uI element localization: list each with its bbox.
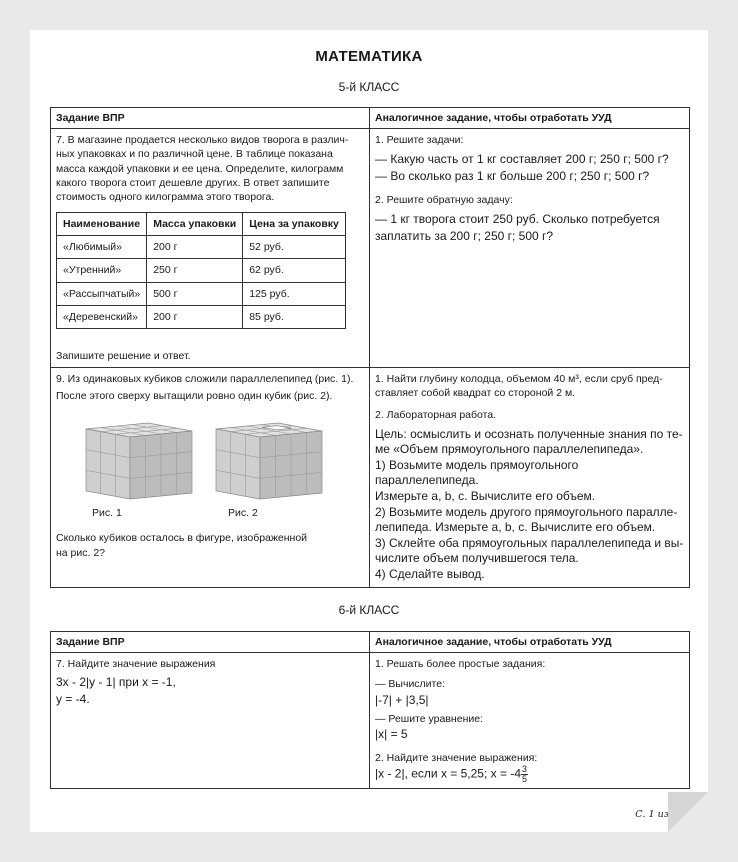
grade6-table <box>50 631 690 789</box>
lab-line: ме «Объем прямоугольного параллелепипеда». <box>375 442 644 457</box>
task-line: масса каждой упаковки и ее цена. Определите, килограмм <box>56 162 344 175</box>
table-cell: 52 руб. <box>243 236 346 259</box>
similar-p2-title: 2. Найдите значение выражения: <box>375 752 538 765</box>
table-header: Масса упаковки <box>147 213 243 236</box>
lab-line: Цель: осмыслить и осознать полученные знания по те- <box>375 426 683 441</box>
table-row <box>57 282 346 305</box>
lab-line: 1) Возьмите модель прямоугольного параллелепипеда. <box>375 457 579 488</box>
grade5-row2-task <box>51 368 370 587</box>
fraction-numerator: 3 <box>522 764 528 775</box>
table-cell: «Рассыпчатый» <box>57 282 147 305</box>
lab-line: 3) Склейте оба прямоугольных параллелепипеда и вы- <box>375 535 684 550</box>
task-line: ных упаковках и по различной цене. В таблице показана <box>56 148 333 161</box>
figure-2-caption: Рис. 2 <box>228 507 258 520</box>
similar-p1-title: 1. Решать более простые задания: <box>375 658 546 671</box>
table-row <box>57 259 346 282</box>
table-header: Цена за упаковку <box>243 213 346 236</box>
answer-note: Запишите решение и ответ. <box>56 349 191 362</box>
lab-text <box>375 427 684 583</box>
question-line: на рис. 2? <box>56 546 106 559</box>
grade5-row1-similar <box>370 129 690 368</box>
similar-line: ставляет собой квадрат со стороной 2 м. <box>375 387 576 400</box>
task-line: какого творога стоит дешевле других. В ответ запишите <box>56 176 330 189</box>
table-cell: 200 г <box>147 236 243 259</box>
cube-figures <box>56 411 364 521</box>
lab-line: Измерьте a, b, c. Вычислите его объем. <box>375 488 596 503</box>
task7-text <box>56 133 364 204</box>
task-expression: y = -4. <box>56 692 90 707</box>
grade6-col1-header: Задание ВПР <box>51 632 370 653</box>
grade6-col2-header: Аналогичное задание, чтобы отработать УУД <box>370 632 690 653</box>
grade5-heading: 5-й КЛАСС <box>338 80 400 94</box>
fraction <box>521 765 528 784</box>
expression-text: |x - 2|, если x = 5,25; x = -4 <box>375 767 521 782</box>
table-cell: 85 руб. <box>243 305 346 328</box>
question-line: Сколько кубиков осталось в фигуре, изображенной <box>56 532 308 545</box>
grade6-task <box>51 653 370 789</box>
similar-item: — Какую часть от 1 кг составляет 200 г; 250 г; 500 г? <box>375 152 669 167</box>
parallelepiped-figure-1 <box>86 423 192 499</box>
lab-line: 2) Возьмите модель другого прямоугольного паралле- <box>375 504 678 519</box>
table-cell: 250 г <box>147 259 243 282</box>
cube-figures-svg <box>56 411 346 521</box>
table-cell: «Любимый» <box>57 236 147 259</box>
grade6-heading: 6-й КЛАСС <box>338 603 400 617</box>
page-number: С. 1 из 3 <box>635 809 678 820</box>
task-line: После этого сверху вытащили ровно один кубик (рис. 2). <box>56 390 333 403</box>
task-line: стоимость одного килограмма этого творога. <box>56 190 275 203</box>
calc-expression: |-7| + |3,5| <box>375 692 429 707</box>
task-expression: 3x - 2|y - 1| при x = -1, <box>56 675 176 690</box>
table-row <box>57 236 346 259</box>
lab-line: числите объем получившегося тела. <box>375 551 579 566</box>
grade5-row1-task <box>51 129 370 368</box>
equation-expression: |x| = 5 <box>375 727 408 742</box>
equation-label: — Решите уравнение: <box>375 713 483 726</box>
similar-p2-title: 2. Решите обратную задачу: <box>375 193 513 206</box>
table-row <box>57 305 346 328</box>
table-header: Наименование <box>57 213 147 236</box>
grade5-col2-header: Аналогичное задание, чтобы отработать УУД <box>370 108 690 129</box>
lab-line: лепипеда. Измерьте a, b, c. Вычислите его объем. <box>375 520 656 535</box>
expression-line <box>375 765 684 784</box>
table-cell: 125 руб. <box>243 282 346 305</box>
similar-line: заплатить за 200 г; 250 г; 500 г? <box>375 228 554 243</box>
table-cell: 200 г <box>147 305 243 328</box>
page-corner-fold <box>668 792 708 832</box>
similar-line: — 1 кг творога стоит 250 руб. Сколько потребуется <box>375 212 660 227</box>
figure-1-caption: Рис. 1 <box>92 507 122 520</box>
table-cell: «Деревенский» <box>57 305 147 328</box>
similar-item: — Во сколько раз 1 кг больше 200 г; 250 г; 500 г? <box>375 169 650 184</box>
document-page <box>30 30 708 832</box>
cottage-cheese-table <box>56 212 346 329</box>
lab-line: 4) Сделайте вывод. <box>375 566 485 581</box>
calc-label: — Вычислите: <box>375 678 445 691</box>
similar-line: 1. Найти глубину колодца, объемом 40 м³, если сруб пред- <box>375 373 663 386</box>
table-cell: 500 г <box>147 282 243 305</box>
grade5-row2-similar <box>370 368 690 587</box>
parallelepiped-figure-2 <box>216 423 322 499</box>
lab-title: 2. Лабораторная работа. <box>375 409 497 422</box>
grade5-col1-header: Задание ВПР <box>51 108 370 129</box>
grade5-table <box>50 107 690 588</box>
similar-p1-title: 1. Решите задачи: <box>375 134 464 147</box>
fraction-denominator: 5 <box>522 774 528 785</box>
table-cell: «Утренний» <box>57 259 147 282</box>
task-title: 7. Найдите значение выражения <box>56 658 216 671</box>
task-line: 7. В магазине продается несколько видов творога в различ- <box>56 134 349 147</box>
page-title: МАТЕМАТИКА <box>315 48 423 65</box>
table-cell: 62 руб. <box>243 259 346 282</box>
grade6-similar <box>370 653 690 789</box>
task-line: 9. Из одинаковых кубиков сложили параллелепипед (рис. 1). <box>56 373 354 386</box>
